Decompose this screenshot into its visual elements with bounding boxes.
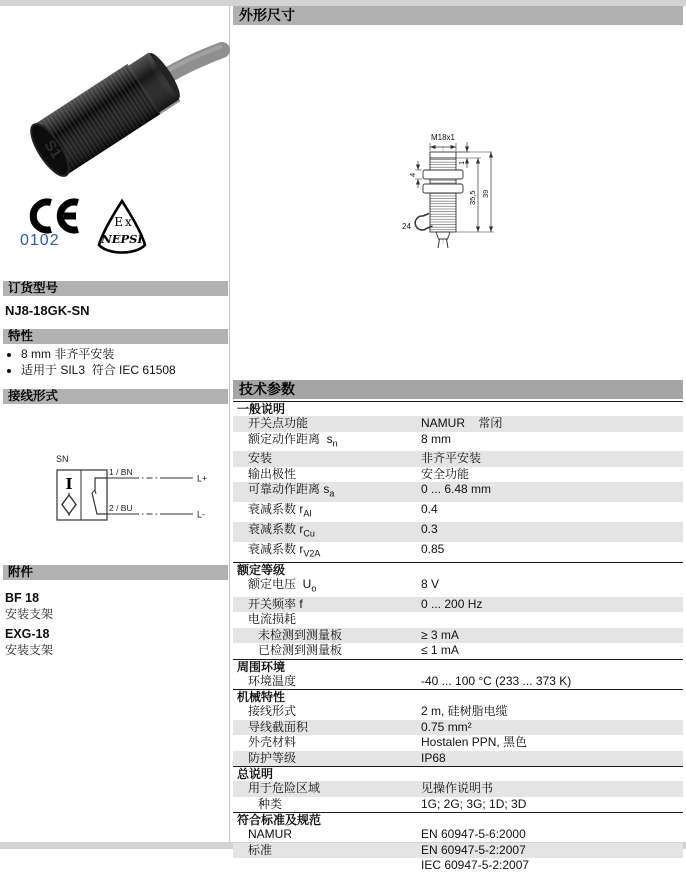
nepsi-name-label: NEPSI: [101, 232, 143, 246]
model-number: NJ8-18GK-SN: [5, 303, 90, 318]
table-row: [233, 720, 683, 736]
row-value: IP68: [421, 750, 446, 765]
table-row: [233, 502, 683, 522]
thread-size-label: M18x1: [430, 133, 456, 142]
features-block: [5, 348, 223, 380]
row-label: 衰减系数 $r_{Cu}$: [248, 522, 315, 539]
accessory-description: 安装支架: [5, 643, 54, 657]
row-value: 1G; 2G; 3G; 1D; 3D: [421, 796, 527, 811]
row-value: 0 ... 200 Hz: [421, 596, 483, 611]
row-value: EN 60947-5-2:2007: [421, 842, 526, 857]
row-label: 外壳材料: [248, 735, 297, 750]
row-value: 0 ... 6.48 mm: [421, 482, 492, 497]
dim-total-label: 39: [481, 189, 490, 198]
table-section-header: 额定等级: [233, 562, 683, 577]
dim-top-label: 1: [457, 160, 466, 165]
table-row: [233, 751, 683, 767]
row-label: 安装: [248, 451, 273, 466]
row-value: 0.85: [421, 542, 445, 557]
table-row: [233, 704, 683, 720]
accessory-model: BF 18: [5, 591, 40, 605]
row-label: 导线截面积: [248, 719, 309, 734]
row-value: 8 mm: [421, 431, 451, 446]
feature-item: • 适用于 SIL3 符合 IEC 61508: [21, 364, 223, 377]
tech-table: [233, 401, 683, 874]
row-label: 可靠动作距离 $s_a$: [248, 482, 335, 499]
accessories-list: [5, 586, 223, 658]
table-row: [233, 577, 683, 597]
row-label: 环境温度: [248, 673, 297, 688]
table-section-header: 总说明: [233, 766, 683, 781]
row-value: EN 60947-5-6:2000: [421, 827, 526, 842]
accessories-section-title: 附件: [3, 565, 228, 580]
order-section-title: 订货型号: [3, 281, 228, 296]
row-label: 标准: [248, 842, 273, 857]
row-value: 8 V: [421, 576, 440, 591]
nepsi-ex-label: Ex: [114, 215, 134, 229]
table-section-header: 符合标准及规范: [233, 812, 683, 827]
dimension-drawing: [398, 130, 516, 250]
row-value: ≥ 3 mA: [421, 627, 459, 642]
pin1-label: 1 / BN: [109, 467, 133, 477]
table-row: [233, 451, 683, 467]
table-row: [233, 674, 683, 690]
table-row: [233, 735, 683, 751]
row-label: 用于危险区域: [248, 781, 321, 796]
row-label: 接线形式: [248, 704, 297, 719]
dim-body-label: 35,5: [468, 190, 477, 205]
row-value: 0.4: [421, 502, 438, 517]
nepsi-logo: [88, 198, 156, 258]
row-value: IEC 60947-5-2:2007: [421, 858, 530, 873]
l-plus-label: L+: [197, 473, 208, 484]
row-value: 0.3: [421, 522, 438, 537]
row-label: 额定动作距离 $s_n$: [248, 431, 338, 448]
table-section-header: 一般说明: [233, 401, 683, 416]
table-section-header: 机械特性: [233, 689, 683, 704]
wrench-size-label: 24: [402, 222, 411, 231]
dimensions-section-title: 外形尺寸: [233, 6, 683, 25]
table-row: [233, 628, 683, 644]
l-minus-label: L-: [197, 509, 206, 520]
features-list: [5, 348, 223, 377]
sensor-face-logo: S1: [40, 137, 65, 162]
ce-code: 0102: [20, 232, 60, 249]
row-value: [421, 612, 683, 628]
row-label: 电流损耗: [248, 612, 297, 627]
wiring-diagram: [45, 448, 225, 533]
row-value: 0.75 mm²: [421, 719, 472, 734]
table-row: [233, 467, 683, 483]
table-section-header: 周围环境: [233, 659, 683, 674]
table-row: [233, 612, 683, 628]
inductive-symbol: I: [65, 475, 73, 493]
row-value: 2 m, 硅树脂电缆: [421, 704, 508, 719]
table-row: [233, 542, 683, 562]
row-label: 开关频率 f: [248, 596, 303, 611]
table-row: [233, 843, 683, 859]
table-row: [233, 482, 683, 502]
table-row: [233, 858, 683, 874]
row-value: 非齐平安装: [421, 451, 482, 466]
table-row: [233, 643, 683, 659]
sensor-symbol-diamond: [62, 495, 76, 514]
pin2-label: 2 / BU: [109, 503, 133, 513]
table-row: [233, 597, 683, 613]
row-label: [233, 858, 421, 874]
table-row: [233, 797, 683, 813]
accessory-model: EXG-18: [5, 627, 50, 641]
table-row: [233, 781, 683, 797]
row-label: 开关点功能: [248, 416, 309, 430]
row-label: 已检测到测量板: [258, 643, 343, 658]
row-label: 额定电压 $U_o$: [248, 576, 317, 594]
table-row: [233, 827, 683, 843]
row-label: 衰减系数 $r_{Al}$: [248, 502, 312, 519]
dim-nut-label: 4: [408, 172, 417, 177]
row-value: Hostalen PPN, 黑色: [421, 735, 528, 750]
row-value: ≤ 1 mA: [421, 643, 459, 658]
accessory-description: 安装支架: [5, 607, 54, 621]
product-photo: [10, 18, 222, 196]
column-divider: [229, 6, 230, 842]
table-row: [233, 416, 683, 432]
row-value: -40 ... 100 °C (233 ... 373 K): [421, 673, 572, 688]
row-value: 见操作说明书: [421, 781, 494, 796]
table-row: [233, 522, 683, 542]
tech-section-title: 技术参数: [233, 380, 683, 399]
row-value: 安全功能: [421, 466, 470, 481]
sensor-barrel: [24, 47, 186, 181]
feature-item: • 8 mm 非齐平安装: [21, 348, 223, 361]
features-section-title: 特性: [3, 329, 228, 344]
ce-logo: [18, 196, 80, 236]
row-label: 未检测到测量板: [258, 627, 343, 642]
row-label: 输出极性: [248, 466, 297, 481]
wiring-type-label: SN: [56, 454, 69, 464]
row-label: 种类: [258, 796, 283, 811]
row-label: NAMUR: [248, 827, 292, 842]
row-label: 衰减系数 $r_{V2A}$: [248, 542, 321, 559]
table-row: [233, 432, 683, 452]
connection-section-title: 接线形式: [3, 389, 228, 404]
row-value: NAMUR 常闭: [421, 416, 503, 430]
row-label: 防护等级: [248, 750, 297, 765]
